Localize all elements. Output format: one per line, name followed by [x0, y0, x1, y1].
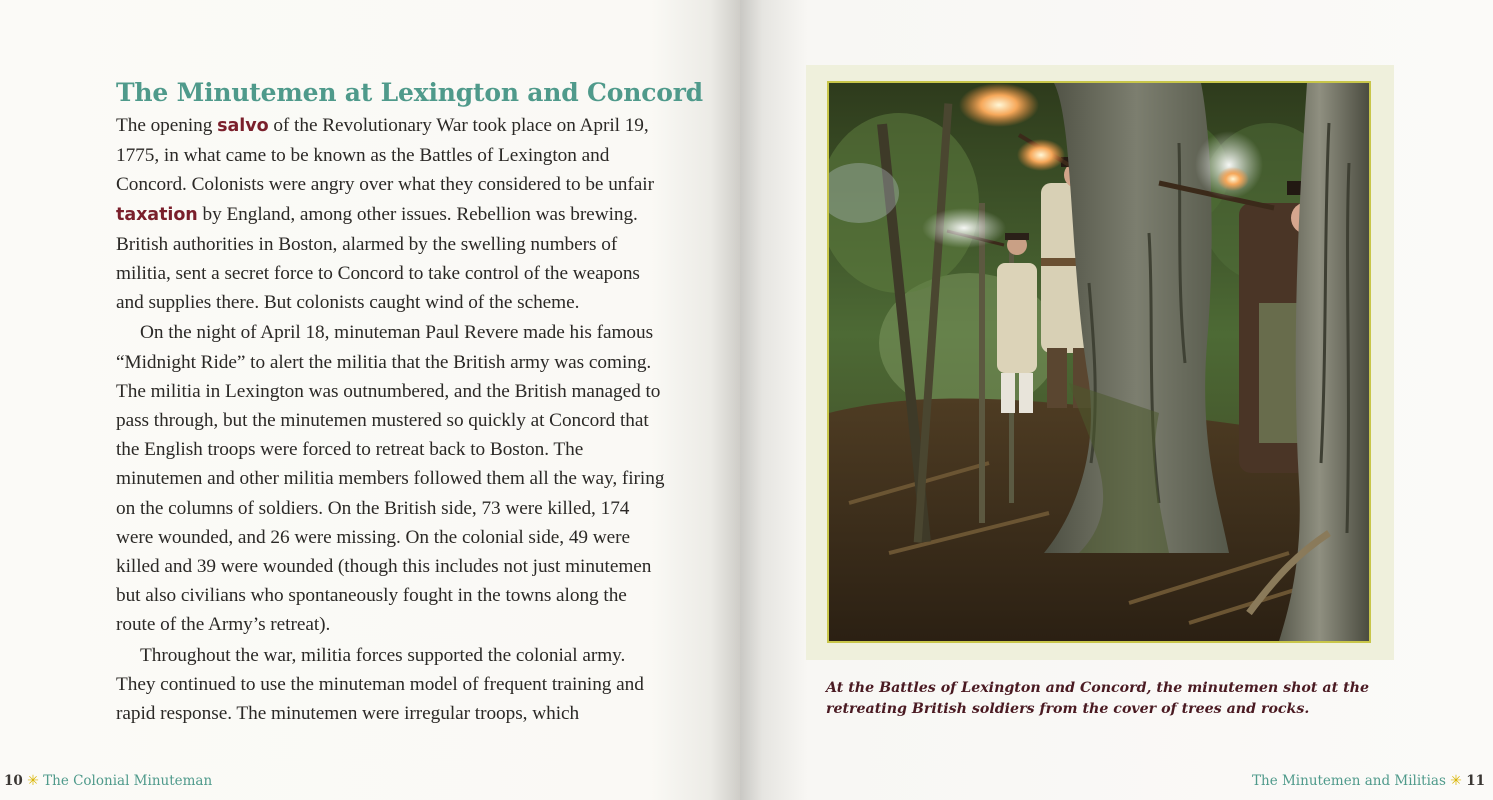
photo-illustration: [829, 83, 1369, 641]
paragraph-2: On the night of April 18, minuteman Paul Revere made his famous “Midnight Ride” to alert the militia that the British army was coming. The militia in Lexington was outnumbered, and the British managed to pass through, but the minutemen mustered so quickly at Concord that the English troops were forced to retreat back to Boston. The minutemen and other militia members followed them all the way, firing on the columns of soldiers. On the British side, 73 were killed, 174 were wounded, and 26 were missing. On the colonial side, 49 were killed and 39 were wounded (though this includes not just minutemen but also civilians who spontaneously fought in the towns along the route of the Army’s retreat).: [116, 322, 665, 636]
asterisk-icon: ✳: [27, 773, 39, 789]
asterisk-icon: ✳: [1450, 773, 1462, 789]
footer-left: [4, 773, 212, 789]
body-text: [116, 111, 668, 728]
left-page: [0, 0, 740, 800]
running-head-left: The Colonial Minuteman: [43, 773, 213, 789]
photo-caption: At the Battles of Lexington and Concord, the minutemen shot at the retreating British soldiers from the cover of trees and rocks.: [826, 680, 1369, 717]
page-number-right: 11: [1466, 773, 1485, 789]
footer-right: [1252, 773, 1485, 789]
paragraph-1-text-a: The opening: [116, 115, 218, 136]
chapter-heading: The Minutemen at Lexington and Concord: [116, 78, 703, 107]
glossary-term-salvo: salvo: [217, 116, 269, 136]
running-head-right: The Minutemen and Militias: [1252, 773, 1446, 789]
page-number-left: 10: [4, 773, 23, 789]
paragraph-1-text-c: by England, among other issues. Rebellion was brewing. British authorities in Boston, alarmed by the swelling numbers of militia, sent a secret force to Concord to take control of the weapons and supplies there. But colonists caught wind of the scheme.: [116, 203, 640, 314]
paragraph-1-text-b: of the Revolutionary War took place on April 19, 1775, in what came to be known as the Battles of Lexington and Concord. Colonists were angry over what they considered to be unfair: [116, 115, 654, 196]
glossary-term-taxation: taxation: [116, 204, 198, 225]
paragraph-3: Throughout the war, militia forces supported the colonial army. They continued to use the minuteman model of frequent training and rapid response. The minutemen were irregular troops, which: [116, 644, 644, 725]
right-page: [740, 0, 1493, 800]
paragraph-1: [116, 111, 668, 317]
photo-minutemen-firing: [827, 81, 1371, 643]
